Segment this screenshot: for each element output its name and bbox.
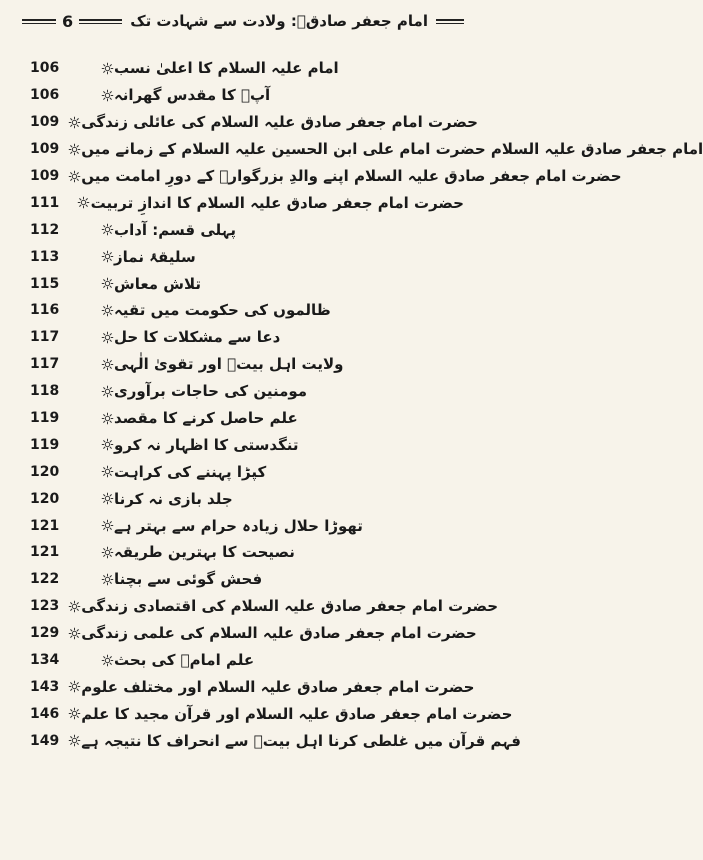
star-bullet-icon (67, 707, 81, 721)
toc-entry-body (92, 409, 464, 427)
toc-entry (22, 593, 499, 620)
toc-entry-body (92, 463, 464, 481)
toc-entry-body (92, 490, 464, 508)
toc-page-number: 121 (30, 517, 60, 534)
toc-page-number: 121 (30, 544, 60, 561)
star-bullet-icon (100, 357, 114, 371)
toc-entry (22, 673, 475, 700)
toc-entry-title: امام جعفر صادق علیہ السلام حضرت امام علی ابن الحسین علیہ السلام کے زمانے میں (81, 140, 703, 159)
star-bullet-icon (100, 277, 114, 291)
toc-entry-body (92, 570, 464, 588)
toc-entry (22, 243, 464, 270)
toc-page-number: 113 (30, 248, 60, 265)
toc-entry (22, 189, 464, 216)
toc-entry-title: حضرت امام جعفر صادق علیہ السلام کی عائلی زندگی (81, 113, 478, 132)
toc-entry-body (92, 221, 464, 239)
star-bullet-icon (67, 680, 81, 694)
toc-page-number: 122 (30, 571, 60, 588)
star-bullet-icon (100, 330, 114, 344)
toc-page-number: 106 (30, 87, 60, 104)
toc-entry-title: حضرت امام جعفر صادق علیہ السلام اور مختلف علوم (81, 677, 475, 696)
star-bullet-icon (100, 438, 114, 452)
toc-entry (22, 458, 464, 485)
star-bullet-icon (77, 196, 91, 210)
toc-entry-title: ولایت اہل بیتؑ اور تقویٰ الٰہی (114, 355, 344, 374)
star-bullet-icon (100, 250, 114, 264)
toc-page-number: 111 (30, 194, 60, 211)
star-bullet-icon (100, 545, 114, 559)
toc-page-number: 119 (30, 436, 60, 453)
toc-page-number: 118 (30, 383, 60, 400)
toc-entry-title: جلد بازی نہ کرنا (114, 489, 233, 508)
toc-entry (22, 700, 513, 727)
toc-entry-body (92, 301, 464, 319)
toc-entry-title: امام علیہ السلام کا اعلیٰ نسب (114, 59, 339, 78)
toc-page-number: 109 (30, 168, 60, 184)
toc-entry (22, 485, 464, 512)
toc-entry (22, 324, 464, 351)
toc-page-number: 115 (30, 275, 60, 292)
toc-page-number: 120 (30, 490, 60, 507)
toc-entry (22, 539, 464, 566)
toc-entry-body (92, 517, 464, 535)
toc-entry-title: کپڑا پہننے کی کراہت (114, 462, 267, 481)
star-bullet-icon (100, 653, 114, 667)
toc-entry (22, 163, 622, 190)
toc-page-number: 117 (30, 356, 60, 373)
toc-entry-title: تھوڑا حلال زیادہ حرام سے بہتر ہے (114, 516, 363, 535)
toc-entry-title: ظالموں کی حکومت میں تقیہ (114, 301, 331, 320)
toc-entry (22, 405, 464, 432)
toc-entry (22, 136, 703, 163)
toc-entry-title: تنگدستی کا اظہار نہ کرو (114, 435, 299, 454)
star-bullet-icon (100, 303, 114, 317)
toc-entry-body (92, 248, 464, 266)
toc-entry (22, 297, 464, 324)
star-bullet-icon (100, 88, 114, 102)
toc-page-number: 143 (30, 678, 60, 695)
toc-page-number: 109 (30, 141, 60, 158)
toc-page-number: 146 (30, 705, 60, 722)
star-bullet-icon (100, 492, 114, 506)
toc-entry-body (92, 355, 464, 373)
toc-entry-title: دعا سے مشکلات کا حل (114, 328, 281, 347)
star-bullet-icon (67, 599, 81, 613)
toc-entry-body (92, 436, 464, 454)
toc-entry-title: فہم قرآن میں غلطی کرنا اہل بیتؑ سے انحراف کا نتیجہ ہے (81, 731, 521, 750)
toc-page-number: 116 (30, 302, 60, 319)
toc-entry-body (59, 140, 703, 158)
toc-page-number: 119 (30, 410, 60, 427)
star-bullet-icon (100, 411, 114, 425)
toc-entry-title: حضرت امام جعفر صادق علیہ السلام کا اندازِ تربیت (90, 193, 464, 212)
star-bullet-icon (100, 61, 114, 75)
toc-page-number: 106 (30, 60, 60, 77)
toc-entry (22, 82, 464, 109)
toc-page-number: 134 (30, 652, 60, 669)
star-bullet-icon (67, 169, 81, 183)
star-bullet-icon (67, 142, 81, 156)
toc-entry-body (59, 678, 474, 696)
star-bullet-icon (100, 465, 114, 479)
book-title: امام جعفر صادقؑ: ولادت سے شہادت تک (122, 12, 436, 30)
toc-entry-body (92, 275, 464, 293)
star-bullet-icon (67, 734, 81, 748)
table-of-contents (22, 55, 703, 754)
toc-entry-body (59, 624, 477, 642)
toc-page-number: 117 (30, 329, 60, 346)
star-bullet-icon (100, 223, 114, 237)
toc-entry-body (92, 651, 464, 669)
toc-entry-title: تلاش معاش (114, 274, 202, 293)
toc-page-number: 109 (30, 114, 60, 131)
toc-entry-title: حضرت امام جعفر صادق علیہ السلام اپنے والدِ بزرگوارؑ کے دورِ امامت میں (81, 167, 622, 185)
toc-entry (22, 55, 464, 82)
toc-entry-body (59, 167, 621, 185)
toc-entry (22, 727, 521, 754)
toc-entry (22, 216, 464, 243)
toc-entry (22, 647, 464, 674)
toc-entry (22, 109, 478, 136)
toc-entry-title: حضرت امام جعفر صادق علیہ السلام کی علمی زندگی (81, 624, 477, 643)
star-bullet-icon (100, 519, 114, 533)
toc-entry-title: پہلی قسم: آداب (114, 220, 237, 239)
star-bullet-icon (67, 115, 81, 129)
toc-entry-body (92, 328, 464, 346)
toc-entry-body (92, 59, 464, 77)
toc-entry (22, 566, 464, 593)
toc-entry-title: آپؑ کا مقدس گھرانہ (114, 86, 271, 105)
toc-entry-title: حضرت امام جعفر صادق علیہ السلام اور قرآن مجید کا علم (81, 704, 513, 723)
toc-entry (22, 620, 477, 647)
toc-entry-body (69, 194, 464, 212)
toc-entry (22, 351, 464, 378)
toc-entry (22, 378, 464, 405)
page-number: 6 (56, 12, 79, 31)
toc-entry (22, 270, 464, 297)
toc-page-number: 123 (30, 598, 60, 615)
toc-entry-title: حضرت امام جعفر صادق علیہ السلام کی اقتصادی زندگی (81, 597, 499, 616)
toc-entry-body (92, 382, 464, 400)
toc-entry-body (92, 86, 464, 104)
toc-entry-body (92, 543, 464, 561)
toc-entry (22, 431, 464, 458)
toc-entry-body (59, 705, 512, 723)
toc-entry-title: مومنین کی حاجات برآوری (114, 382, 308, 401)
toc-entry-title: علم حاصل کرنے کا مقصد (114, 409, 298, 428)
star-bullet-icon (100, 384, 114, 398)
toc-entry-title: نصیحت کا بہترین طریقہ (114, 543, 295, 562)
running-header (22, 8, 464, 34)
toc-entry-title: سلیقۂ نماز (114, 247, 196, 266)
toc-entry-title: علم امامؑ کی بحث (114, 651, 255, 670)
toc-entry-body (59, 732, 521, 750)
star-bullet-icon (67, 626, 81, 640)
star-bullet-icon (100, 572, 114, 586)
toc-entry-body (59, 113, 478, 131)
toc-page-number: 149 (30, 732, 60, 749)
toc-page-number: 129 (30, 625, 60, 642)
toc-entry-title: فحش گوئی سے بچنا (114, 570, 263, 589)
toc-entry-body (59, 597, 498, 615)
toc-page-number: 120 (30, 463, 60, 480)
toc-page-number: 112 (30, 221, 60, 238)
toc-entry (22, 512, 464, 539)
